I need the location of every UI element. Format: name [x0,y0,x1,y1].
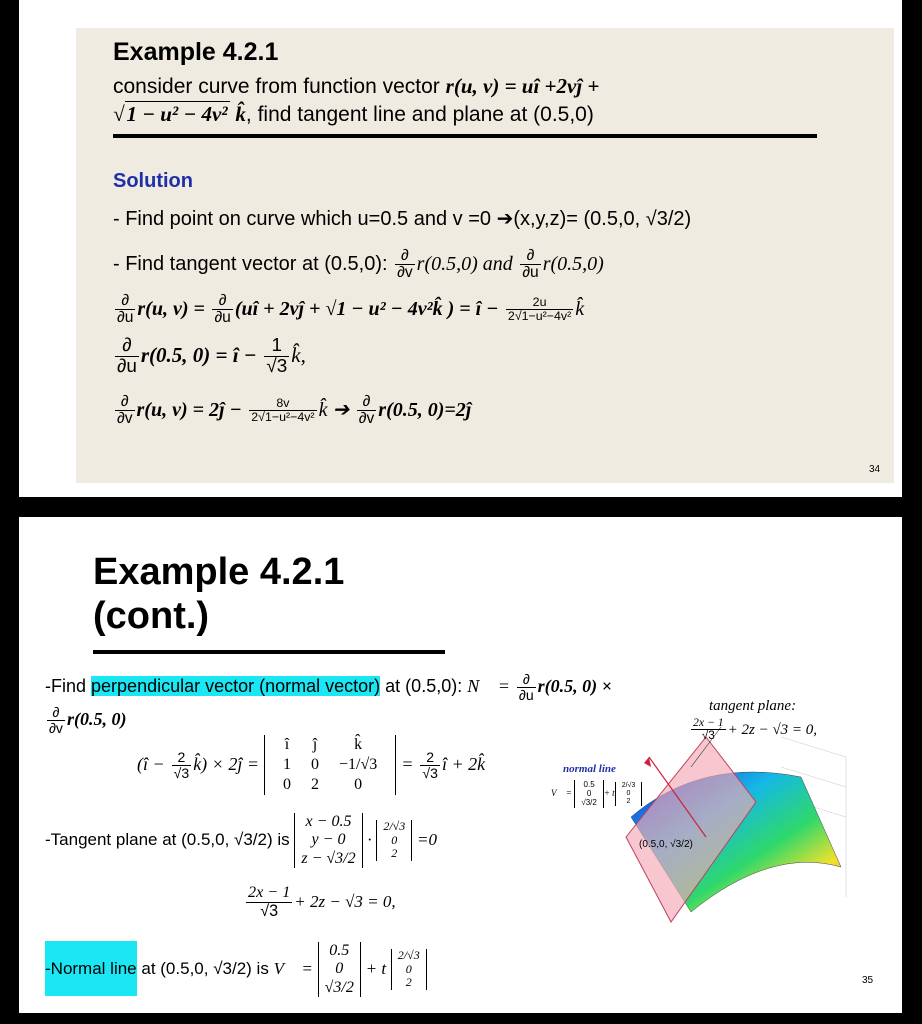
vector-entry: 0.5 [583,780,595,789]
title-divider [93,650,445,654]
problem-statement-line1: consider curve from function vector r(u, v) = uî +2vĵ + [113,74,600,98]
direction-matrix [391,949,427,990]
vector-entry: 0 [586,789,592,799]
figure-point-label: (0.5,0, √3/2) [639,839,693,850]
slide-34 [19,0,902,497]
highlight-normal-vector: perpendicular vector (normal vector) [91,675,381,696]
slide-35 [19,517,902,1013]
equation-partial-u: $\frac{\partial}{\partial u}$ r(u, v) = $\frac{\partial}{\partial u}$ (uî + 2vĵ + √1 − u² − 4v²k̂ ) = î − $\frac{2u}{\text{2√1−u²−4v²}}$ k̂ [117,292,585,327]
determinant [264,735,396,795]
vector-entry: √3/2 [324,978,354,996]
det-cell: 0 [310,756,319,773]
equation-partial-v: $\frac{\partial}{\partial v}$ r(u, v) = 2ĵ − $\frac{8v}{\text{2√1−u²−4v²}}$ k̂ ➔ $\frac{\partial}{\partial v}$ r(0.5, 0)=2ĵ [117,393,472,428]
vector-entry: y − 0 [311,831,346,849]
problem-statement-line2: √1 − u² − 4v² k̂, find tangent line and plane at (0.5,0) [113,102,594,126]
det-cell: ĵ [312,736,318,753]
vector-entry: 2 [391,846,398,861]
vector-entry: 2/√3 [397,947,420,962]
step-tangent-vector: - Find tangent vector at (0.5,0): $\frac{\partial}{\partial v}$ r(0.5,0) and $\frac{\partial}{\partial u}$ r(0.5,0) [113,247,604,282]
det-cell: 1 [282,756,291,773]
det-cell: k̂ [354,736,363,753]
det-cell: 2 [310,776,319,793]
vector-entry: x − 0.5 [305,813,352,830]
tangent-plane-shape [626,737,756,922]
vector-entry: 0 [391,832,398,847]
vector-entry: z − √3/2 [301,849,356,867]
tangent-plane-result: $\frac{2x - 1}{√3}$ + 2z − √3 = 0, [248,884,396,920]
normal-vector-matrix [376,820,412,861]
vector-entry: 0 [626,789,631,797]
det-cell: 0 [354,776,363,793]
vector-entry: √3/2 [581,798,597,808]
slide-panel [76,28,894,483]
normal-line-equation: -Normal line at (0.5,0, √3/2) is V⃗ = 0.5 0 √3/2 + t 2/√3 0 2 [45,942,427,997]
find-normal-line2: $\frac{\partial}{\partial v}$ r(0.5, 0) [49,704,127,736]
figure-normal-line-label: normal line [563,763,616,775]
tangent-plane-equation: -Tangent plane at (0.5,0, √3/2) is x − 0.5 y − 0 z − √3/2 · 2/√3 0 2 =0 [45,813,437,867]
vector-entry: 2 [626,797,631,805]
cross-product-equation: (î − $\frac{2}{√3}$ k̂) × 2ĵ = î ĵ k̂ 1 0 −1/√3 0 2 0 = $\frac{2}{√3}$ î + 2k̂ [137,736,486,793]
slide-title: Example 4.2.1 [113,38,279,66]
find-normal-line1: -Find perpendicular vector (normal vector) at (0.5,0): N⃗ = $\frac{\partial}{\partial u}$ r(0.5, 0) × [45,671,612,703]
page-number: 34 [869,464,881,475]
vector-entry: 0 [405,961,412,976]
det-cell: −1/√3 [338,756,378,773]
slide-title-cont: (cont.) [93,595,210,637]
title-divider [113,134,817,138]
highlight-normal-line: -Normal line [45,941,137,996]
vector-entry: 2 [405,975,412,990]
figure-tangent-plane-label: tangent plane: [709,698,797,714]
slide-title: Example 4.2.1 [93,551,345,593]
det-cell: î [284,736,290,753]
point-matrix [318,942,361,997]
det-cell: 0 [282,776,291,793]
step-find-point: - Find point on curve which u=0.5 and v =0 ➔(x,y,z)= (0.5,0, √3/2) [113,208,692,230]
vector-entry: 2/√3 [383,818,406,833]
vector-entry: 0 [335,960,344,978]
solution-label: Solution [113,170,193,192]
equation-partial-u-at-point: $\frac{\partial}{\partial u}$ r(0.5, 0) = î − $\frac{1}{√3}$ k̂, [117,335,306,377]
position-vector-matrix [294,813,362,868]
figure-tangent-plane-equation: $\frac{2x - 1}{√3}$ + 2z − √3 = 0, [693,716,818,743]
figure-normal-line-equation: V⃗ = 0.5 0 √3/2 + t 2/√3 0 2 [551,780,642,808]
vector-entry: 2/√3 [621,781,636,789]
vector-entry: 0.5 [329,942,350,959]
page-number: 35 [862,975,874,986]
